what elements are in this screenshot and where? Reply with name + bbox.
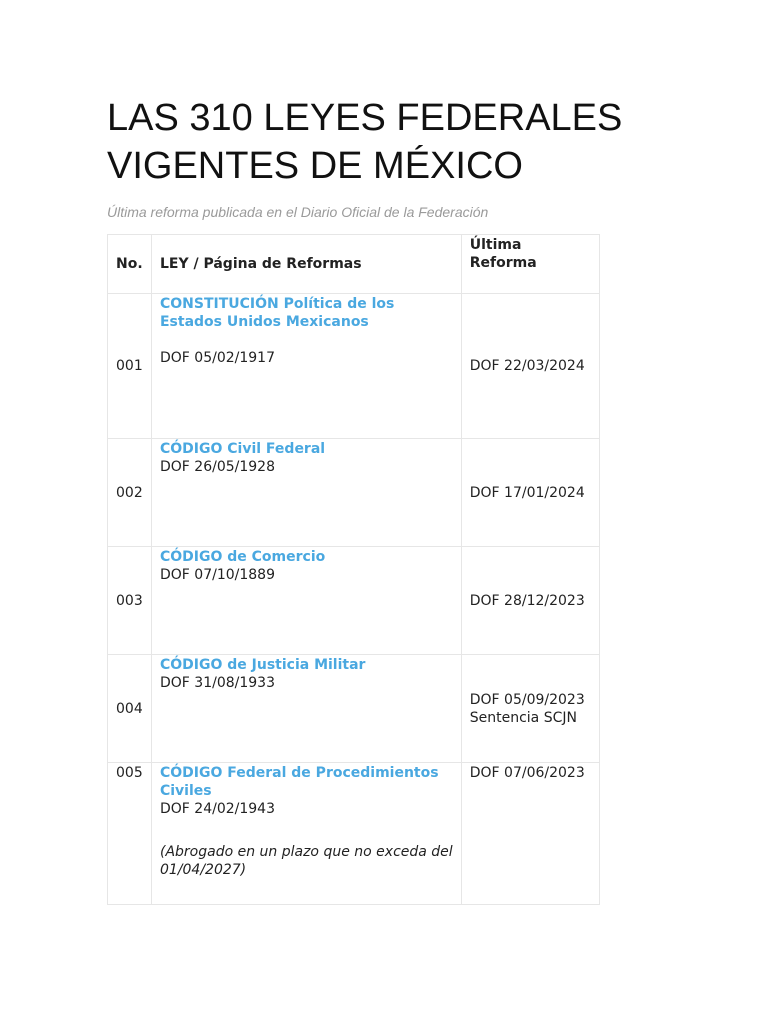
cell-last-reform (461, 655, 599, 763)
page-title-line-1: LAS 310 LEYES FEDERALES (107, 97, 623, 139)
last-reform-date: DOF 22/03/2024 (469, 358, 585, 374)
last-reform-date: DOF 28/12/2023 (469, 592, 585, 609)
cell-no: 003 (108, 547, 152, 655)
cell-last-reform (461, 439, 599, 547)
law-publication-date: DOF 31/08/1933 (159, 675, 275, 691)
law-abrogation-note: (Abrogado en un plazo que no exceda del 01/04/2027) (159, 844, 453, 878)
cell-last-reform (461, 294, 599, 439)
header-law: LEY / Página de Reformas (151, 235, 461, 294)
page-title-line-2: VIGENTES DE MÉXICO (107, 145, 523, 187)
header-last-reform: Última Reforma (461, 235, 599, 294)
law-link[interactable]: CÓDIGO Federal de Procedimientos Civiles (159, 765, 439, 799)
page-title (107, 94, 707, 190)
table-header-row (108, 235, 600, 294)
law-link[interactable]: CONSTITUCIÓN Política de los Estados Unidos Mexicanos (159, 296, 395, 330)
last-reform-date: DOF 05/09/2023 (469, 691, 585, 708)
last-reform-date: DOF 07/06/2023 (469, 765, 585, 781)
table-row (108, 439, 600, 547)
cell-no: 001 (108, 294, 152, 439)
cell-law (151, 294, 461, 439)
table-row (108, 763, 600, 905)
table-row (108, 655, 600, 763)
last-reform-note: Sentencia SCJN (469, 709, 577, 726)
cell-law (151, 655, 461, 763)
cell-no: 002 (108, 439, 152, 547)
laws-table (107, 234, 600, 905)
table-row (108, 294, 600, 439)
law-publication-date: DOF 26/05/1928 (159, 459, 275, 475)
last-reform-date: DOF 17/01/2024 (469, 484, 585, 501)
law-publication-date: DOF 24/02/1943 (159, 801, 275, 817)
cell-law (151, 547, 461, 655)
law-publication-date: DOF 07/10/1889 (159, 567, 275, 583)
cell-law (151, 763, 461, 905)
cell-law (151, 439, 461, 547)
cell-last-reform (461, 763, 599, 905)
law-link[interactable]: CÓDIGO Civil Federal (159, 441, 326, 457)
table-row (108, 547, 600, 655)
page-subtitle: Última reforma publicada en el Diario Oficial de la Federación (107, 204, 489, 220)
cell-no: 005 (108, 763, 152, 905)
law-link[interactable]: CÓDIGO de Justicia Militar (159, 657, 366, 673)
law-publication-date: DOF 05/02/1917 (159, 350, 275, 366)
cell-last-reform (461, 547, 599, 655)
cell-no: 004 (108, 655, 152, 763)
header-no: No. (108, 235, 152, 294)
law-link[interactable]: CÓDIGO de Comercio (159, 549, 326, 565)
